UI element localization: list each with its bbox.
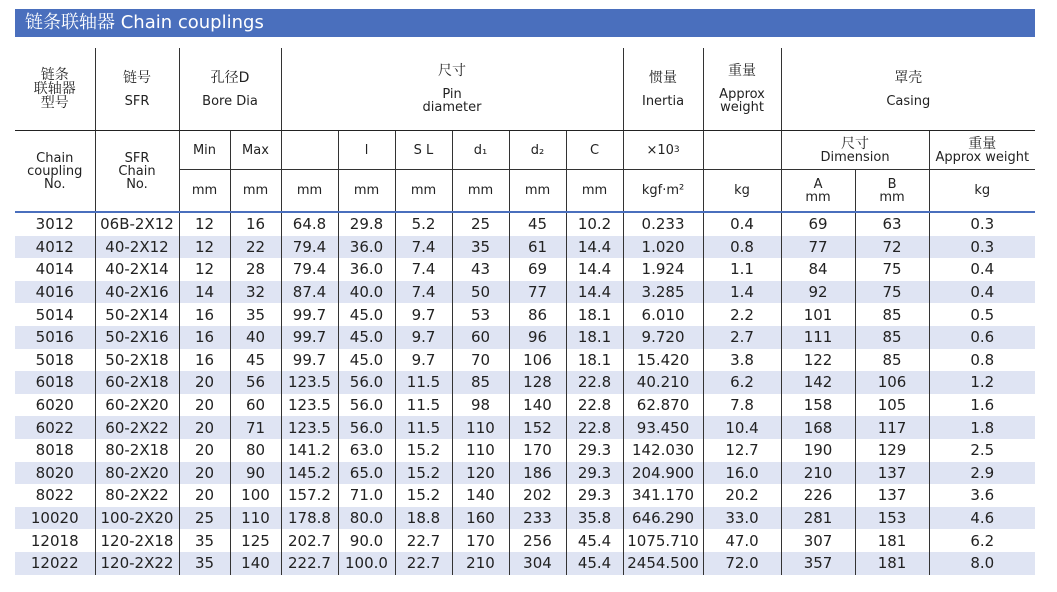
header-size-sl: S L [395,131,452,170]
table-cell: 7.8 [703,394,781,417]
header-size: 尺寸 Pin diameter [281,48,623,131]
table-cell: 60-2X20 [95,394,179,417]
table-cell: 33.0 [703,507,781,530]
table-cell: 0.6 [929,326,1035,349]
table-cell: 8022 [15,484,95,507]
table-cell: 40-2X14 [95,258,179,281]
table-cell: 29.3 [566,439,623,462]
table-cell: 100-2X20 [95,507,179,530]
table-cell: 20 [179,371,230,394]
table-cell: 210 [452,552,509,575]
table-cell: 75 [855,281,929,304]
table-cell: 20 [179,416,230,439]
table-cell: 28 [230,258,281,281]
header-bore: 孔径D Bore Dia [179,48,281,131]
table-cell: 12.7 [703,439,781,462]
table-cell: 80 [230,439,281,462]
header-size-sub [281,131,338,170]
table-cell: 140 [452,484,509,507]
table-cell: 69 [781,212,855,236]
table-cell: 29.8 [338,212,395,236]
table-cell: 3.6 [970,486,995,505]
table-cell: 141.2 [281,439,338,462]
table-cell: 32 [230,281,281,304]
table-cell: 12022 [15,552,95,575]
table-cell: 16 [179,326,230,349]
table-cell: 64.8 [281,212,338,236]
table-cell: 3.285 [623,281,703,304]
header-casing: 罩壳 Casing [781,48,1035,131]
table-cell: 111 [781,326,855,349]
table-cell: 5018 [15,349,95,372]
table-cell: 157.2 [281,484,338,507]
table-cell: 15.420 [623,349,703,372]
table-cell: 36.0 [338,236,395,259]
table-cell: 4016 [15,281,95,304]
table-cell: 210 [781,462,855,485]
table-cell: 0.3 [970,215,995,234]
chain-couplings-table [15,48,1035,575]
table-cell: 40-2X12 [95,236,179,259]
table-cell: 2.9 [929,462,1035,485]
table-cell: 123.5 [281,371,338,394]
table-cell: 18.1 [566,326,623,349]
table-cell: 14.4 [566,236,623,259]
table-cell: 11.5 [395,416,452,439]
table-cell: 40.0 [338,281,395,304]
table-cell: 60-2X22 [95,416,179,439]
table-cell: 15.2 [395,462,452,485]
table-cell: 56.0 [338,371,395,394]
table-cell: 22.7 [395,529,452,552]
table-cell: 80.0 [338,507,395,530]
header-size-d1: d₁ [452,131,509,170]
table-cell: 304 [509,552,566,575]
table-cell: 90.0 [338,529,395,552]
unit-casing-b: B mm [855,170,929,213]
table-cell: 5016 [15,326,95,349]
table-cell: 1.6 [970,396,995,415]
table-body [15,212,1035,575]
unit-casing-a: A mm [781,170,855,213]
table-cell: 3.8 [703,349,781,372]
table-cell: 60-2X18 [95,371,179,394]
table-cell: 90 [230,462,281,485]
table-cell: 256 [509,529,566,552]
table-cell: 142.030 [623,439,703,462]
table-cell: 123.5 [281,394,338,417]
table-cell: 137 [855,484,929,507]
table-cell: 22.7 [395,552,452,575]
table-cell: 110 [452,416,509,439]
table-cell: 186 [509,462,566,485]
table-cell: 6.2 [703,371,781,394]
table-cell: 2454.500 [623,552,703,575]
table-cell: 43 [452,258,509,281]
table-cell: 86 [509,303,566,326]
table-cell: 2.5 [970,441,995,460]
unit-size-c: mm [566,170,623,213]
table-cell: 3012 [15,212,95,236]
table-cell: 142 [781,371,855,394]
header-bore-min: Min [179,131,230,170]
table-cell: 20 [179,462,230,485]
unit-size-d2: mm [509,170,566,213]
table-cell: 123.5 [281,416,338,439]
table-cell: 16 [179,303,230,326]
table-cell: 178.8 [281,507,338,530]
table-cell: 63 [855,212,929,236]
table-cell: 60 [230,394,281,417]
unit-size-d1: mm [452,170,509,213]
table-cell: 106 [509,349,566,372]
table-cell: 92 [781,281,855,304]
table-cell: 85 [855,326,929,349]
table-cell: 6.2 [970,531,995,550]
table-cell: 7.4 [395,258,452,281]
table-cell: 20 [179,439,230,462]
table-cell: 45.4 [566,529,623,552]
table-cell: 120-2X18 [95,529,179,552]
table-cell: 15.2 [395,439,452,462]
table-cell: 281 [781,507,855,530]
table-row [15,258,1035,281]
table-cell: 35 [230,303,281,326]
table-cell: 106 [855,371,929,394]
table-cell: 65.0 [338,462,395,485]
table-cell: 122 [781,349,855,372]
table-cell: 85 [855,349,929,372]
table-cell: 72.0 [703,552,781,575]
table-row [15,349,1035,372]
table-cell: 233 [509,507,566,530]
table-cell: 15.2 [395,484,452,507]
table-cell: 0.3 [929,236,1035,259]
table-cell: 93.450 [623,416,703,439]
table-cell: 56.0 [338,394,395,417]
table-cell: 50-2X18 [95,349,179,372]
header-size-l: l [338,131,395,170]
table-cell: 1.2 [929,371,1035,394]
header-sfr: 链号 SFR [95,48,179,131]
unit-bore-min: mm [179,170,230,213]
table-cell: 1075.710 [623,529,703,552]
table-cell: 79.4 [281,258,338,281]
table-cell: 14.4 [566,258,623,281]
table-cell: 35 [179,529,230,552]
table-cell: 6020 [15,394,95,417]
table-cell: 29.3 [566,484,623,507]
table-cell: 7.4 [395,281,452,304]
table-cell: 140 [230,552,281,575]
table-cell: 120 [452,462,509,485]
table-cell: 53 [452,303,509,326]
header-casing-weight: 重量 Approx weight [929,131,1035,170]
table-cell: 99.7 [281,326,338,349]
table-cell: 20 [179,394,230,417]
table-cell: 120-2X22 [95,552,179,575]
header-bore-max: Max [230,131,281,170]
table-cell: 6018 [15,371,95,394]
table-cell: 22 [230,236,281,259]
table-row [15,462,1035,485]
table-cell: 1.8 [929,416,1035,439]
table-cell: 8020 [15,462,95,485]
table-row [15,552,1035,575]
table-cell: 357 [781,552,855,575]
table-cell: 12018 [15,529,95,552]
table-cell: 61 [509,236,566,259]
table-cell: 47.0 [703,529,781,552]
table-cell: 100.0 [338,552,395,575]
table-cell: 646.290 [623,507,703,530]
table-cell: 06B-2X12 [95,212,179,236]
table-cell: 70 [452,349,509,372]
table-cell: 170 [452,529,509,552]
table-cell: 35 [452,236,509,259]
table-cell: 12 [179,258,230,281]
table-cell: 7.4 [395,236,452,259]
table-cell: 56.0 [338,416,395,439]
table-cell: 50-2X16 [95,326,179,349]
table-cell: 137 [855,462,929,485]
header-model: 链条 联轴器 型号 [15,48,95,131]
table-cell: 9.7 [395,326,452,349]
table-cell: 0.4 [929,281,1035,304]
table-cell: 60 [452,326,509,349]
table-cell: 40-2X16 [95,281,179,304]
table-cell: 62.870 [623,394,703,417]
table-cell: 168 [781,416,855,439]
table-row [15,507,1035,530]
table-cell: 35.8 [566,507,623,530]
table-cell: 5.2 [395,212,452,236]
header-inertia: 惯量 Inertia [623,48,703,131]
table-cell: 190 [781,439,855,462]
table-cell: 25 [179,507,230,530]
table-cell: 45.0 [338,349,395,372]
table-cell: 1.924 [623,258,703,281]
table-cell: 8.0 [929,552,1035,575]
table-cell: 45.4 [566,552,623,575]
table-cell: 99.7 [281,303,338,326]
table-cell: 11.5 [395,371,452,394]
header-size-c: C [566,131,623,170]
table-cell: 99.7 [281,349,338,372]
table-cell: 153 [855,507,929,530]
table-cell: 1.1 [703,258,781,281]
table-cell: 0.4 [970,260,995,279]
table-cell: 29.3 [566,462,623,485]
header-inertia-factor: $\times 10^3$ [623,131,703,170]
table-cell: 63.0 [338,439,395,462]
table-cell: 341.170 [623,484,703,507]
header-weight: 重量 Approx weight [703,48,781,131]
table-cell: 1.020 [623,236,703,259]
unit-size-a: mm [281,170,338,213]
table-cell: 18.8 [395,507,452,530]
table-title: 链条联轴器 Chain couplings [15,9,1035,37]
table-cell: 98 [452,394,509,417]
table-cell: 6022 [15,416,95,439]
table-cell: 80-2X22 [95,484,179,507]
unit-size-sl: mm [395,170,452,213]
table-cell: 36.0 [338,258,395,281]
table-cell: 129 [855,439,929,462]
table-cell: 45.0 [338,303,395,326]
table-cell: 45 [230,349,281,372]
table-cell: 158 [781,394,855,417]
table-cell: 110 [452,439,509,462]
table-cell: 152 [509,416,566,439]
table-cell: 8018 [15,439,95,462]
unit-weight: kg [703,170,781,213]
table-cell: 72 [855,236,929,259]
table-cell: 0.4 [703,212,781,236]
table-cell: 0.8 [703,236,781,259]
table-cell: 35 [179,552,230,575]
table-cell: 96 [509,326,566,349]
table-cell: 45.0 [338,326,395,349]
table-cell: 16 [230,212,281,236]
table-cell: 9.7 [395,303,452,326]
table-cell: 101 [781,303,855,326]
table-cell: 4014 [15,258,95,281]
table-row [15,439,1035,462]
table-cell: 71.0 [338,484,395,507]
unit-inertia: kgf·m² [623,170,703,213]
table-cell: 84 [781,258,855,281]
table-row [15,529,1035,552]
table-cell: 69 [509,258,566,281]
table-cell: 10.2 [566,212,623,236]
table-cell: 128 [509,371,566,394]
table-cell: 77 [781,236,855,259]
table-cell: 181 [855,529,929,552]
header-sfr-en: SFR Chain No. [95,131,179,213]
table-cell: 71 [230,416,281,439]
table-cell: 9.720 [623,326,703,349]
table-cell: 6.010 [623,303,703,326]
table-cell: 79.4 [281,236,338,259]
table-cell: 226 [781,484,855,507]
unit-bore-max: mm [230,170,281,213]
table-row [15,303,1035,326]
table-cell: 10020 [15,507,95,530]
header-size-d2: d₂ [509,131,566,170]
table-cell: 140 [509,394,566,417]
table-cell: 18.1 [566,349,623,372]
table-cell: 0.8 [970,350,995,369]
table-cell: 4012 [15,236,95,259]
table-cell: 22.8 [566,394,623,417]
table-cell: 14 [179,281,230,304]
table-row [15,236,1035,259]
table-cell: 85 [452,371,509,394]
table-cell: 181 [855,552,929,575]
table-cell: 204.900 [623,462,703,485]
table-cell: 14.4 [566,281,623,304]
table-cell: 5014 [15,303,95,326]
table-cell: 2.7 [703,326,781,349]
table-cell: 16 [179,349,230,372]
table-cell: 85 [855,303,929,326]
table-cell: 22.8 [566,371,623,394]
header-weight-blank [703,131,781,170]
table-cell: 1.4 [703,281,781,304]
table-cell: 40 [230,326,281,349]
table-row [15,416,1035,439]
table-row [15,212,1035,236]
table-row [15,281,1035,304]
table-cell: 18.1 [566,303,623,326]
table-cell: 125 [230,529,281,552]
table-cell: 20.2 [703,484,781,507]
table-cell: 22.8 [566,416,623,439]
table-cell: 145.2 [281,462,338,485]
table-cell: 50 [452,281,509,304]
table-cell: 307 [781,529,855,552]
table-cell: 110 [230,507,281,530]
table-cell: 16.0 [703,462,781,485]
unit-casing-weight: kg [929,170,1035,213]
table-cell: 20 [179,484,230,507]
table-cell: 75 [855,258,929,281]
table-cell: 0.233 [623,212,703,236]
table-row [15,326,1035,349]
table-cell: 9.7 [395,349,452,372]
table-cell: 56 [230,371,281,394]
table-cell: 80-2X20 [95,462,179,485]
table-cell: 40.210 [623,371,703,394]
table-cell: 4.6 [929,507,1035,530]
table-cell: 202 [509,484,566,507]
header-model-en: Chain coupling No. [15,131,95,213]
table-cell: 105 [855,394,929,417]
table-cell: 160 [452,507,509,530]
table-cell: 12 [179,212,230,236]
table-cell: 45 [509,212,566,236]
table-cell: 0.5 [970,305,995,324]
table-cell: 87.4 [281,281,338,304]
unit-size-l: mm [338,170,395,213]
table-cell: 2.2 [703,303,781,326]
table-row [15,394,1035,417]
table-row [15,484,1035,507]
table-cell: 222.7 [281,552,338,575]
table-cell: 77 [509,281,566,304]
table-cell: 25 [452,212,509,236]
table-cell: 100 [230,484,281,507]
table-row [15,371,1035,394]
table-cell: 170 [509,439,566,462]
table-cell: 11.5 [395,394,452,417]
table-cell: 10.4 [703,416,781,439]
header-casing-dimension: 尺寸 Dimension [781,131,929,170]
table-cell: 12 [179,236,230,259]
table-cell: 50-2X14 [95,303,179,326]
table-cell: 80-2X18 [95,439,179,462]
table-cell: 202.7 [281,529,338,552]
table-cell: 117 [855,416,929,439]
